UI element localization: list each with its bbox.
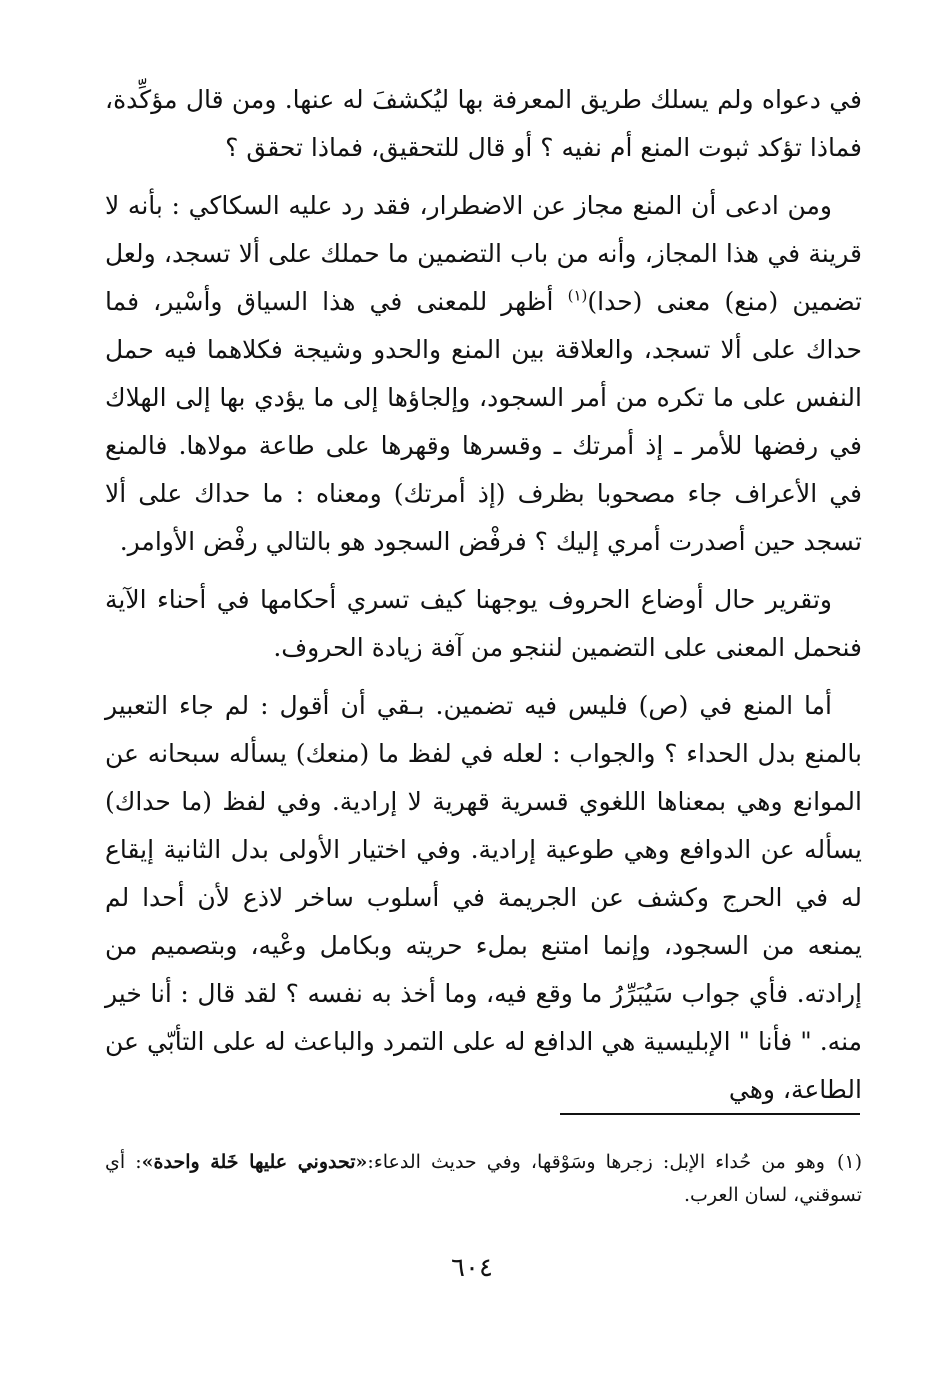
paragraph-3: وتقرير حال أوضاع الحروف يوجهنا كيف تسري أحكامها في أحناء الآية فنحمل المعنى على التضمين لننجو من آفة زيادة الحروف. bbox=[105, 585, 862, 662]
paragraph-2-start: ومن ادعى أن المنع مجاز عن الاضطرار، فقد رد عليه السكاكي : بأنه لا قرينة في هذا المجاز، وأنه من باب التضمين ما حملك على ألا تسجد، ولعل تضمين (منع) معنى (حدا) bbox=[105, 191, 862, 316]
main-text bbox=[105, 76, 862, 1124]
paragraph-2-rest: أظهر للمعنى في هذا السياق وأسْير، فما حداك على ألا تسجد، والعلاقة بين المنع والحدو وشيجة فكلاهما فيه حمل النفس على ما تكره من أمر السجود، وإلجاؤها إلى ما يؤدي بها إلى الهلاك في رفضها للأمر ـ إذ أمرتك ـ وقسرها وقهرها على طاعة مولاها. فالمنع في الأعراف جاء مصحوبا بظرف (إذ أمرتك) ومعناه : ما حداك على ألا تسجد حين أصدرت أمري إليك ؟ فرفْض السجود هو بالتالي رفْض الأوامر. bbox=[105, 287, 862, 556]
paragraph-1: في دعواه ولم يسلك طريق المعرفة بها ليُكشفَ له عنها. ومن قال مؤكِّدة، فماذا تؤكد ثبوت المنع أم نفيه ؟ أو قال للتحقيق، فماذا تحقق ؟ bbox=[105, 85, 862, 162]
page-number: ٦٠٤ bbox=[451, 1253, 493, 1283]
footnote-reference[interactable]: (١) bbox=[567, 286, 588, 305]
footnote-text-after: : أي تسوقني، لسان العرب. bbox=[105, 1151, 862, 1206]
footnote bbox=[105, 1146, 862, 1212]
footnote-divider bbox=[560, 1113, 860, 1115]
footnote-quote: «تحدوني عليها خَلة واحدة» bbox=[141, 1151, 368, 1173]
paragraph-4: أما المنع في (ص) فليس فيه تضمين. بـقي أن أقول : لم جاء التعبير بالمنع بدل الحداء ؟ والجواب : لعله في لفظ ما (منعك) يسأله سبحانه عن الموانع وهي بمعناها اللغوي قسرية قهرية لا إرادية. وفي لفظ (ما حداك) يسأله عن الدوافع وهي طوعية إرادية. وفي اختيار الأولى بدل الثانية إيقاع له في الحرج وكشف عن الجريمة في أسلوب ساخر لاذع لأن أحدا لم يمنعه من السجود، وإنما امتنع بملء حريته وبكامل وعْيه، وبتصميم من إرادته. فأي جواب سَيُبَرِّرُ ما وقع فيه، وما أخذ به نفسه ؟ لقد قال : أنا خير منه. " فأنا " الإبليسية هي الدافع له على التمرد والباعث له على التأبّي عن الطاعة، وهي bbox=[105, 691, 862, 1104]
footnote-text-before: وهو من حُداء الإبل: زجرها وسَوْقها، وفي حديث الدعاء: bbox=[367, 1151, 825, 1173]
footnote-marker: (١) bbox=[836, 1151, 862, 1173]
paragraph-2 bbox=[105, 182, 862, 566]
